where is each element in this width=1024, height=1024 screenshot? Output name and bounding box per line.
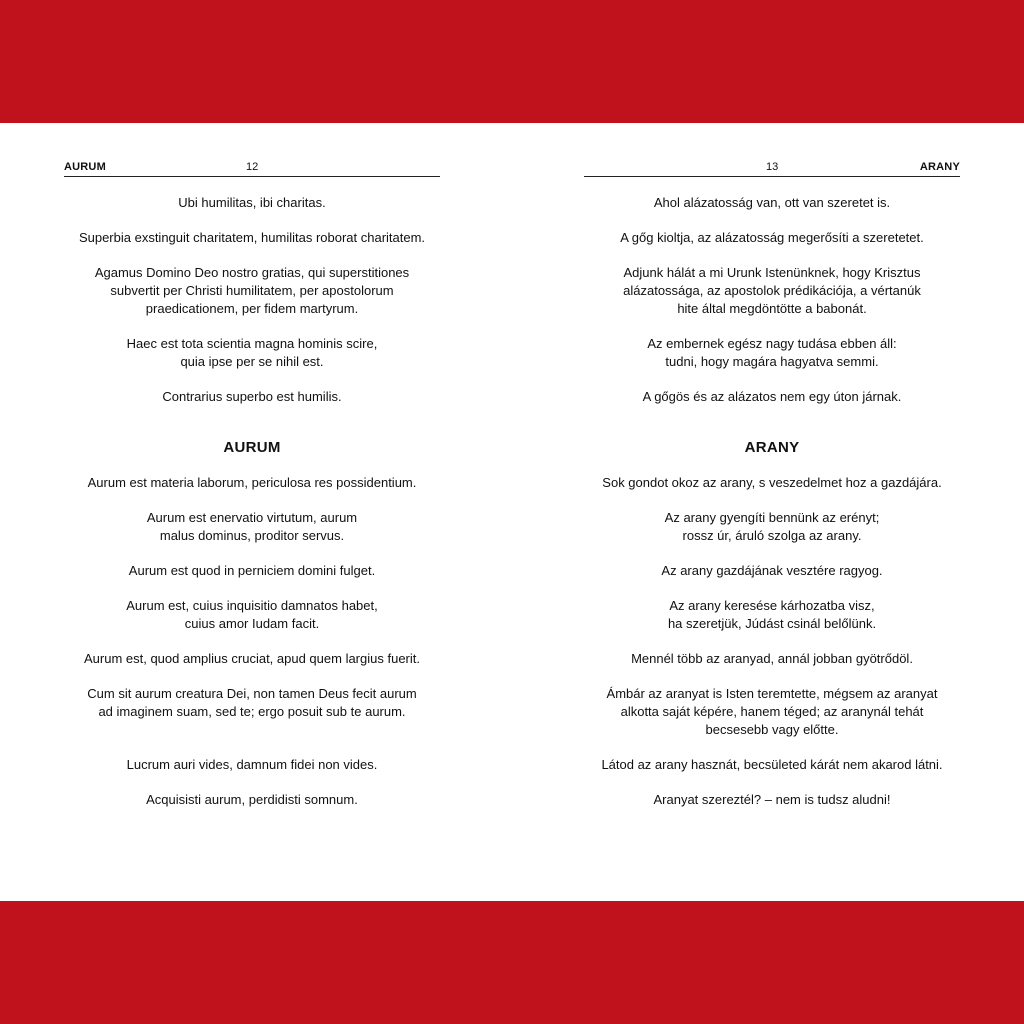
right-running-head (584, 158, 960, 177)
top-red-band (0, 0, 1024, 123)
left-paragraph: Agamus Domino Deo nostro gratias, qui superstitiones subvertit per Christi humilitatem, per apostolorum praedicationem, per fidem martyrum. (94, 265, 410, 316)
bottom-red-band (0, 901, 1024, 1024)
right-page (584, 158, 960, 826)
left-running-title: AURUM (64, 161, 106, 173)
right-paragraph: Aranyat szereztél? – nem is tudsz aludni! (653, 792, 891, 807)
right-page-body (584, 177, 960, 809)
right-paragraph: Az arany keresése kárhozatba visz, ha szeretjük, Júdást csinál belőlünk. (667, 598, 877, 631)
right-section-heading: ARANY (744, 439, 800, 456)
right-paragraph: Az arany gyengíti bennünk az erényt; rossz úr, áruló szolga az arany. (664, 510, 880, 543)
right-running-title: ARANY (919, 161, 960, 173)
left-paragraph: Aurum est, quod amplius cruciat, apud quem largius fuerit. (83, 651, 420, 666)
left-paragraph: Lucrum auri vides, damnum fidei non vides. (126, 757, 378, 772)
left-paragraph: Aurum est quod in perniciem domini fulget. (128, 563, 376, 578)
left-page (64, 158, 440, 826)
right-paragraph: Adjunk hálát a mi Urunk Istenünknek, hogy Krisztus alázatossága, az apostolok prédikációja, a vértanúk hite által megdöntötte a babonát. (623, 265, 921, 316)
left-section-heading: AURUM (223, 439, 281, 456)
left-paragraph: Haec est tota scientia magna hominis scire, quia ipse per se nihil est. (126, 336, 378, 369)
right-paragraph: Az embernek egész nagy tudása ebben áll: tudni, hogy magára hagyatva semmi. (647, 336, 897, 369)
right-paragraph: Mennél több az aranyad, annál jobban gyötrődöl. (631, 651, 913, 666)
left-paragraph: Aurum est, cuius inquisitio damnatos habet, cuius amor Iudam facit. (126, 598, 378, 631)
left-paragraph: Contrarius superbo est humilis. (162, 389, 342, 404)
right-paragraph: Ámbár az aranyat is Isten teremtette, mégsem az aranyat alkotta saját képére, hanem téged; az aranynál tehát becsesebb vagy előtte. (606, 686, 938, 737)
left-paragraph: Cum sit aurum creatura Dei, non tamen Deus fecit aurum ad imaginem suam, sed te; ergo posuit sub te aurum. (87, 686, 417, 719)
right-paragraph: Ahol alázatosság van, ott van szeretet is. (653, 195, 891, 210)
left-paragraph: Aurum est materia laborum, periculosa res possidentium. (87, 475, 417, 490)
left-paragraph: Superbia exstinguit charitatem, humilitas roborat charitatem. (78, 230, 426, 245)
right-paragraph: A gőg kioltja, az alázatosság megerősíti a szeretetet. (620, 230, 924, 245)
left-running-head (64, 158, 440, 177)
left-page-body (64, 177, 440, 809)
right-page-number: 13 (766, 161, 779, 173)
right-paragraph: Az arany gazdájának vesztére ragyog. (661, 563, 883, 578)
left-paragraph: Acquisisti aurum, perdidisti somnum. (146, 792, 358, 807)
left-paragraph: Ubi humilitas, ibi charitas. (178, 195, 326, 210)
right-paragraph: A gőgös és az alázatos nem egy úton járnak. (642, 389, 902, 404)
left-page-number: 12 (246, 161, 259, 173)
left-paragraph: Aurum est enervatio virtutum, aurum malus dominus, proditor servus. (146, 510, 358, 543)
right-paragraph: Látod az arany hasznát, becsületed kárát nem akarod látni. (601, 757, 943, 772)
right-paragraph: Sok gondot okoz az arany, s veszedelmet hoz a gazdájára. (602, 475, 942, 490)
